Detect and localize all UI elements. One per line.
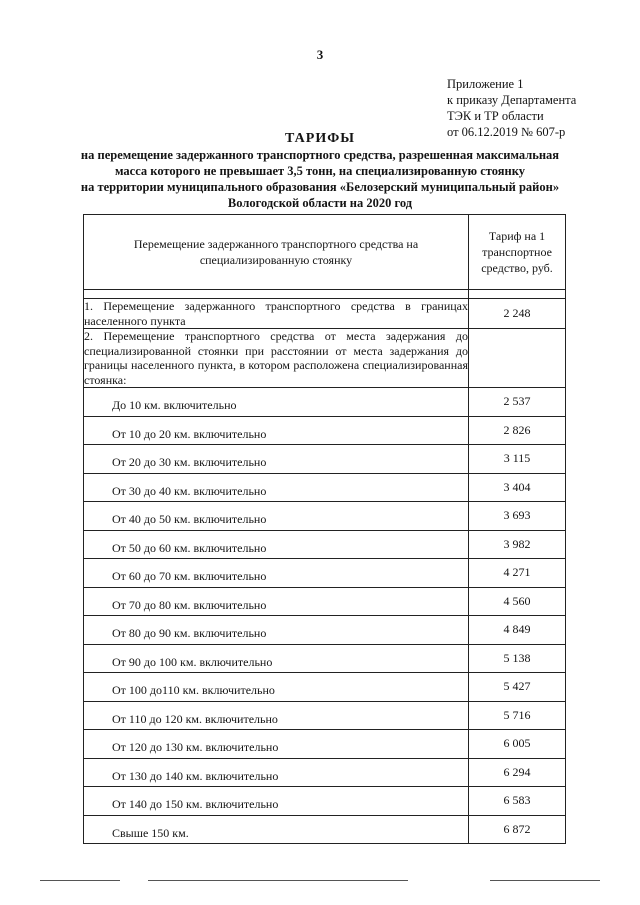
table-row (84, 416, 566, 445)
table-row (84, 758, 566, 787)
table-row (84, 616, 566, 645)
row-label: От 70 до 80 км. включительно (84, 587, 469, 616)
row-value: 6 005 (469, 730, 566, 759)
table-row (84, 701, 566, 730)
title-line-3: на территории муниципального образования «Белозерский муниципальный район» (80, 180, 560, 194)
row-value: 6 294 (469, 758, 566, 787)
row-value: 3 115 (469, 445, 566, 474)
row-value: 3 404 (469, 473, 566, 502)
table-gap-row (84, 290, 566, 299)
row-label: От 130 до 140 км. включительно (84, 758, 469, 787)
row-value: 4 560 (469, 587, 566, 616)
row-label: От 60 до 70 км. включительно (84, 559, 469, 588)
header-service: Перемещение задержанного транспортного средства на специализированную стоянку (84, 215, 469, 290)
row-label: От 30 до 40 км. включительно (84, 473, 469, 502)
row-label: От 100 до110 км. включительно (84, 673, 469, 702)
row-label: От 140 до 150 км. включительно (84, 787, 469, 816)
row-value: 4 271 (469, 559, 566, 588)
appendix-line-1: Приложение 1 (447, 77, 524, 91)
row-label: От 90 до 100 км. включительно (84, 644, 469, 673)
table-row (84, 445, 566, 474)
distance-rows (84, 388, 566, 844)
row-label: От 20 до 30 км. включительно (84, 445, 469, 474)
row-value: 6 872 (469, 815, 566, 844)
row-value: 3 693 (469, 502, 566, 531)
title-line-2: масса которого не превышает 3,5 тонн, на специализированную стоянку (114, 164, 525, 178)
item-2-value (469, 329, 566, 388)
title-line-4: Вологодской области на 2020 год (227, 196, 413, 210)
table-row (84, 530, 566, 559)
table-row-item-2 (84, 329, 566, 388)
row-value: 5 138 (469, 644, 566, 673)
appendix-line-4: от 06.12.2019 № 607-р (447, 125, 566, 139)
table-row (84, 473, 566, 502)
appendix-line-2: к приказу Департамента (447, 93, 577, 107)
row-label: От 10 до 20 км. включительно (84, 416, 469, 445)
row-value: 5 716 (469, 701, 566, 730)
footer-line-left (40, 880, 120, 881)
table-row (84, 673, 566, 702)
row-label: От 40 до 50 км. включительно (84, 502, 469, 531)
table-row (84, 559, 566, 588)
row-value: 2 826 (469, 416, 566, 445)
row-label: От 50 до 60 км. включительно (84, 530, 469, 559)
document-title (30, 130, 610, 211)
title-main: ТАРИФЫ (285, 131, 355, 146)
header-tariff: Тариф на 1 транспортное средство, руб. (469, 215, 566, 290)
table-header-row (84, 215, 566, 290)
table-row-item-1 (84, 299, 566, 329)
item-1-desc: 1. Перемещение задержанного транспортного средства в границах населенного пункта (84, 299, 468, 328)
row-value: 3 982 (469, 530, 566, 559)
appendix-line-3: ТЭК и ТР области (447, 109, 544, 123)
title-line-1: на перемещение задержанного транспортного средства, разрешенная максимальная (80, 148, 560, 162)
footer-line-middle (148, 880, 408, 881)
row-value: 5 427 (469, 673, 566, 702)
table-row (84, 815, 566, 844)
table-row (84, 587, 566, 616)
row-value: 4 849 (469, 616, 566, 645)
table-row (84, 502, 566, 531)
item-2-desc: 2. Перемещение транспортного средства от места задержания до специализированной стоянки при расстоянии от места задержания до границы населенного пункта, в котором расположена специализированная стоянка: (84, 329, 468, 387)
page-number: 3 (316, 47, 324, 62)
row-label: От 120 до 130 км. включительно (84, 730, 469, 759)
table-row (84, 730, 566, 759)
row-value: 2 537 (469, 388, 566, 417)
footer-line-right (490, 880, 600, 881)
tariff-table (83, 214, 566, 844)
row-label: От 110 до 120 км. включительно (84, 701, 469, 730)
row-value: 6 583 (469, 787, 566, 816)
item-1-value: 2 248 (469, 299, 566, 329)
row-label: От 80 до 90 км. включительно (84, 616, 469, 645)
row-label: Свыше 150 км. (84, 815, 469, 844)
row-label: До 10 км. включительно (84, 388, 469, 417)
table-row (84, 388, 566, 417)
table-row (84, 644, 566, 673)
table-row (84, 787, 566, 816)
